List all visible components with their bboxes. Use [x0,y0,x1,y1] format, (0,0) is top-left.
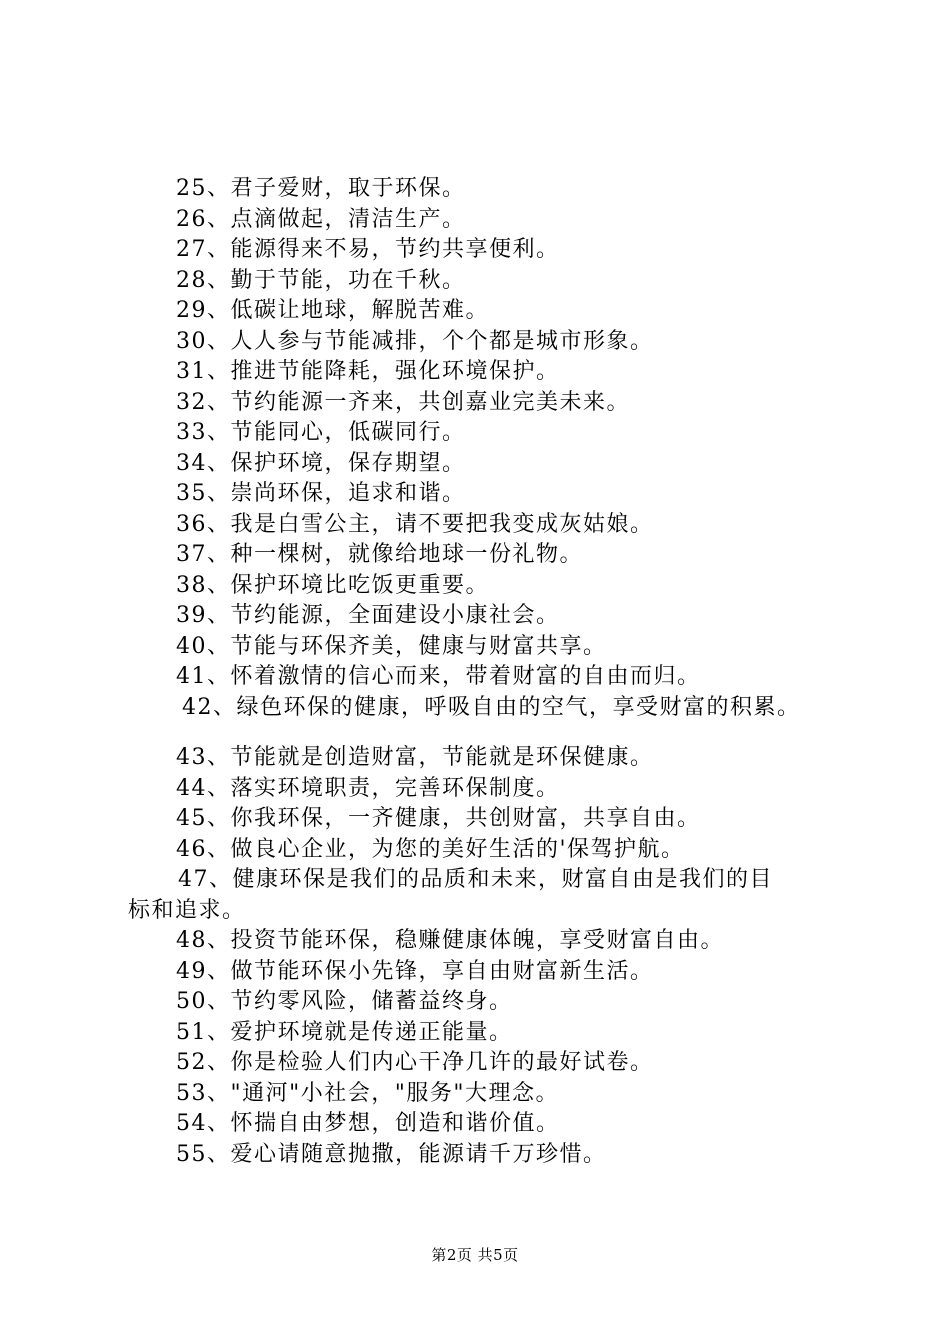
page-footer: 第2页 共5页 [431,1246,519,1264]
list-item: 45、你我环保，一齐健康，共创财富，共享自由。 [176,806,701,831]
list-item: 54、怀揣自由梦想，创造和谐价值。 [176,1111,560,1136]
list-item: 39、节约能源，全面建设小康社会。 [176,603,560,628]
list-item: 55、爱心请随意抛撒，能源请千万珍惜。 [176,1141,607,1167]
list-item: 31、推进节能降耗，强化环境保护。 [176,359,560,384]
list-item: 46、做良心企业，为您的美好生活的'保驾护航。 [176,836,685,862]
list-item: 33、节能同心，低碳同行。 [176,420,466,445]
list-item: 40、节能与环保齐美，健康与财富共享。 [176,633,607,659]
list-item: 41、怀着激情的信心而来，带着财富的自由而归。 [176,664,701,689]
list-item: 53、"通河"小社会，"服务"大理念。 [176,1080,559,1106]
list-item: 48、投资节能环保，稳赚健康体魄，享受财富自由。 [176,928,724,953]
list-item: 42、绿色环保的健康，呼吸自由的空气，享受财富的积累。 [182,694,801,720]
list-item: 47、健康环保是我们的品质和未来，财富自由是我们的目 [178,867,773,892]
list-item: 49、做节能环保小先锋，享自由财富新生活。 [176,958,654,984]
list-item: 25、君子爱财，取于环保。 [176,176,466,201]
list-item: 28、勤于节能，功在千秋。 [176,267,466,293]
list-item: 38、保护环境比吃饭更重要。 [176,572,489,598]
list-item: 34、保护环境，保存期望。 [176,450,466,476]
slogan-list [128,174,888,1170]
list-item: 43、节能就是创造财富，节能就是环保健康。 [176,745,654,770]
list-item: 32、节约能源一齐来，共创嘉业完美未来。 [176,389,630,415]
list-item: 26、点滴做起，清洁生产。 [176,206,466,232]
list-item: 27、能源得来不易，节约共享便利。 [176,237,560,262]
list-item: 30、人人参与节能减排，个个都是城市形象。 [176,328,654,354]
list-item: 44、落实环境职责，完善环保制度。 [176,775,560,801]
list-item: 51、爱护环境就是传递正能量。 [176,1019,513,1045]
list-item: 52、你是检验人们内心干净几许的最好试卷。 [176,1050,654,1075]
list-item: 35、崇尚环保，追求和谐。 [176,481,466,506]
list-item: 50、节约零风险，储蓄益终身。 [176,989,513,1014]
list-item: 29、低碳让地球，解脱苦难。 [176,298,489,323]
list-item: 37、种一棵树，就像给地球一份礼物。 [176,542,583,567]
list-item: 36、我是白雪公主，请不要把我变成灰姑娘。 [176,511,654,537]
list-item-continuation: 标和追求。 [128,897,246,923]
